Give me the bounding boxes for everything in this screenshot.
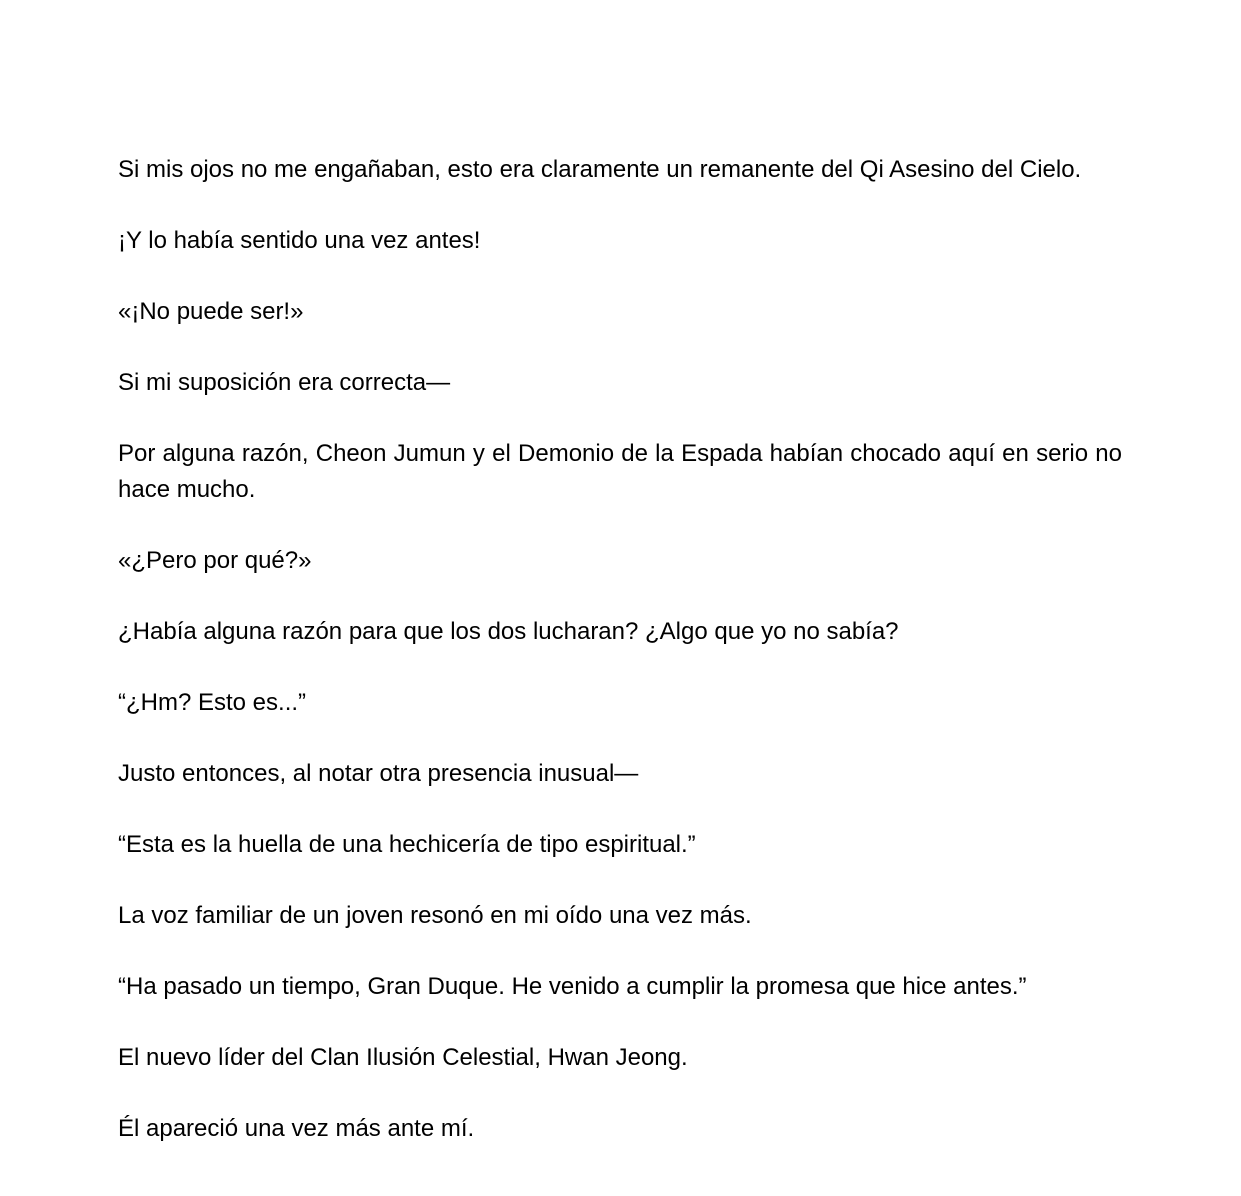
paragraph: El nuevo líder del Clan Ilusión Celestial, Hwan Jeong.	[118, 1044, 688, 1071]
paragraph: «¿Pero por qué?»	[118, 547, 312, 574]
paragraph: Él apareció una vez más ante mí.	[118, 1115, 475, 1142]
paragraph: ¿Había alguna razón para que los dos lucharan? ¿Algo que yo no sabía?	[118, 618, 899, 645]
paragraph: Justo entonces, al notar otra presencia inusual—	[118, 760, 639, 787]
paragraph: Si mi suposición era correcta—	[118, 369, 451, 396]
paragraph: “¿Hm? Esto es...”	[118, 689, 307, 716]
paragraph: Si mis ojos no me engañaban, esto era claramente un remanente del Qi Asesino del Cielo.	[118, 156, 1082, 183]
paragraph: ¡Y lo había sentido una vez antes!	[118, 227, 481, 254]
paragraph: “Esta es la huella de una hechicería de tipo espiritual.”	[118, 831, 696, 858]
paragraph: La voz familiar de un joven resonó en mi oído una vez más.	[118, 902, 752, 929]
paragraph: “Ha pasado un tiempo, Gran Duque. He venido a cumplir la promesa que hice antes.”	[118, 973, 1027, 1000]
paragraph: «¡No puede ser!»	[118, 298, 304, 325]
paragraph: Por alguna razón, Cheon Jumun y el Demonio de la Espada habían chocado aquí en serio no hace mucho.	[118, 440, 1122, 503]
document-body	[118, 152, 1122, 1182]
